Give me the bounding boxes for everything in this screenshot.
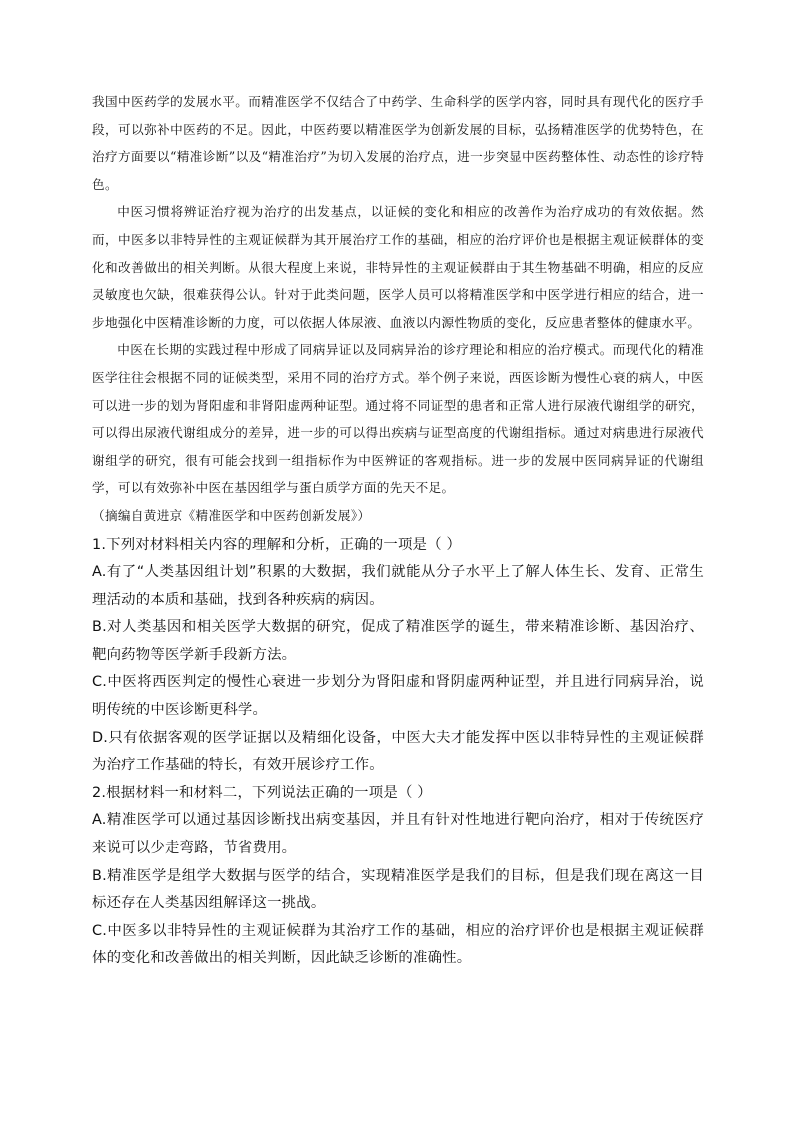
question-1-option-d: D.只有依据客观的医学证据以及精细化设备，中医大夫才能发挥中医以非特异性的主观证候群为治疗工作基础的特长，有效开展诊疗工作。 — [92, 729, 704, 774]
question-2-option-a: A.精准医学可以通过基因诊断找出病变基因，并且有针对性地进行靶向治疗，相对于传统医疗来说可以少走弯路，节省费用。 — [92, 812, 704, 857]
passage-source-citation: （摘编自黄进京《精准医学和中医药创新发展》） — [92, 507, 371, 523]
passage-paragraph-1: 我国中医药学的发展水平。而精准医学不仅结合了中药学、生命科学的医学内容，同时具有现代化的医疗手段，可以弥补中医药的不足。因此，中医药要以精准医学为创新发展的目标，弘扬精准医学的优势特色，在治疗方面要以“精准诊断”以及“精准治疗”为切入发展的治疗点，进一步突显中医药整体性、动态性的诊疗特色。 — [92, 94, 704, 192]
question-1-option-c: C.中医将西医判定的慢性心衰进一步划分为肾阳虚和肾阴虚两种证型，并且进行同病异治，说明传统的中医诊断更科学。 — [92, 674, 704, 719]
question-2 — [92, 780, 704, 973]
question-2-option-c: C.中医多以非特异性的主观证候群为其治疗工作的基础，相应的治疗评价也是根据主观证候群体的变化和改善做出的相关判断，因此缺乏诊断的准确性。 — [92, 922, 704, 967]
question-2-stem: 2.根据材料一和材料二，下列说法正确的一项是（ ） — [92, 784, 432, 801]
question-1 — [92, 532, 704, 780]
passage-paragraph-3: 中医在长期的实践过程中形成了同病异证以及同病异治的诊疗理论和相应的治疗模式。而现代化的精准医学往往会根据不同的证候类型，采用不同的治疗方式。举个例子来说，西医诊断为慢性心衰的病人，中医可以进一步的划为肾阳虚和非肾阳虚两种证型。通过将不同证型的患者和正常人进行尿液代谢组学的研究，可以得出尿液代谢组成分的差异，进一步的可以得出疾病与证型高度的代谢组指标。通过对病患进行尿液代谢组学的研究，很有可能会找到一组指标作为中医辨证的客观指标。进一步的发展中医同病异证的代谢组学，可以有效弥补中医在基因组学与蛋白质学方面的先天不足。 — [92, 342, 704, 496]
question-2-option-b: B.精准医学是组学大数据与医学的结合，实现精准医学是我们的目标，但是我们现在离这一目标还存在人类基因组解译这一挑战。 — [92, 867, 704, 912]
passage-paragraph-2: 中医习惯将辨证治疗视为治疗的出发基点，以证候的变化和相应的改善作为治疗成功的有效依据。然而，中医多以非特异性的主观证候群为其开展治疗工作的基础，相应的治疗评价也是根据主观证候群体的变化和改善做出的相关判断。从很大程度上来说，非特异性的主观证候群由于其生物基础不明确，相应的反应灵敏度也欠缺，很难获得公认。针对于此类问题，医学人员可以将精准医学和中医学进行相应的结合，进一步地强化中医精准诊断的力度，可以依据人体尿液、血液以内源性物质的变化，反应患者整体的健康水平。 — [92, 204, 704, 330]
reading-passage — [92, 88, 704, 530]
question-section — [92, 532, 704, 974]
question-1-stem: 1.下列对材料相关内容的理解和分析，正确的一项是（ ） — [92, 536, 462, 553]
question-1-option-a: A.有了“人类基因组计划”积累的大数据，我们就能从分子水平上了解人体生长、发育、正常生理活动的本质和基础，找到各种疾病的病因。 — [92, 564, 704, 608]
document-page — [92, 88, 704, 973]
question-1-option-b: B.对人类基因和相关医学大数据的研究，促成了精准医学的诞生，带来精准诊断、基因治疗、靶向药物等医学新手段新方法。 — [92, 619, 704, 663]
